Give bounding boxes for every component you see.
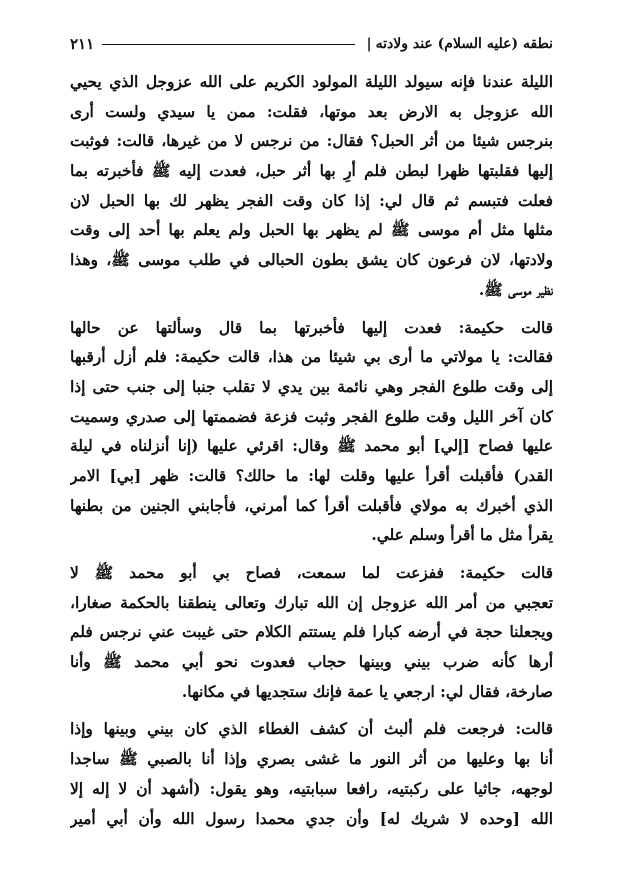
text-line: ويجعلنا حجة في أرضه كبارا فلم يستتم الكلام حتى غيبت عني نرجس فلم [70,623,553,642]
text-line: فقالت: يا مولاتي ما أرى بي شيئا من هذا، قالت حكيمة: فلم أزل أرقبها [70,348,553,367]
text-line: فعلت فتبسم ثم قال لي: إذا كان وقت الفجر يظهر لك بها الحبل لان [70,191,553,210]
text-line: إليها فقلبتها ظهرا لبطن فلم أرِ بها أثر حبل، فعدت إليه ﷺ فأخبرته بما [70,162,553,181]
text-line: القدر) فأقبلت أقرأ عليها وقلت لها: ما حالك؟ قالت: ظهر [بي] الامر [70,466,553,485]
paragraph [70,559,553,707]
text-line: كان آخر الليل وقت طلوع الفجر وثبت فزعة فضممتها إلى صدري وسميت [70,407,553,426]
text-line: الذي أخبرك به مولاي فأقبلت أقرأ كما أمرني، فأجابني الجنين من بطنها [70,496,553,515]
running-header [70,33,553,55]
header-rule [102,44,354,45]
text-line: صارخة، فقال لي: ارجعي يا عمة فإنك ستجديها في مكانها. [181,682,553,701]
text-line: مثلها مثل أم موسى ﷺ لم يظهر بها الحبل ولم يعلم بها أحد إلى وقت [70,221,553,240]
text-line: قالت حكيمة: ففزعت لما سمعت، فصاح بي أبو محمد ﷺ لا [70,564,553,582]
text-line: نظير موسى ﷺ. [478,280,553,299]
text-line: أرها كأنه ضرب بيني وبينها حجاب فعدوت نحو أبي محمد ﷺ وأنا [70,653,553,672]
text-line: تعجبي من أمر الله عزوجل إن الله تبارك وتعالى ينطقنا بالحكمة صغارا، [70,593,553,612]
text-line: بنرجس شيئا من أثر الحبل؟ فقال: من نرجس لا من غيرها، قالت: فوثبت [70,132,553,151]
text-line: أنا بها وعليها من أثر النور ما غشى بصري وإذا أنا بالصبي ﷺ ساجدا [70,750,553,769]
text-line: قالت حكيمة: فعدت إليها فأخبرتها بما قال وسألتها عن حالها [70,318,553,337]
chapter-title: نطقه (عليه السلام) عند ولادته [375,36,553,52]
paragraph [70,314,553,552]
paragraph [70,68,553,306]
text-line: قالت: فرجعت فلم ألبث أن كشف الغطاء الذي كان بيني وبينها وإذا [70,720,553,739]
text-line: لوجهه، جاثيا على ركبتيه، رافعا سبابتيه، وهو يقول: (أشهد أن لا إله إلا [70,779,553,798]
page-body [70,68,553,834]
text-line: يقرأ مثل ما أقرأ وسلم علي. [371,526,553,545]
text-line: إلى وقت طلوع الفجر وهي نائمة بين يدي لا تقلب جنبا إلى جنب حتى إذا [70,377,553,396]
text-line: عليها فصاح [إلي] أبو محمد ﷺ وقال: اقرئي عليها (إنا أنزلناه في ليلة [70,437,553,456]
header-separator: | [366,36,372,52]
paragraph [70,715,553,834]
text-line: الله [وحده لا شريك له] وأن جدي محمدا رسول الله وأن أبي أمير [70,809,553,828]
text-line: ولادتها، لان فرعون كان يشق بطون الحبالى في طلب موسى ﷺ، وهذا [70,251,553,270]
text-line: الله عزوجل به الارض بعد موتها، فقلت: ممن يا سيدي ولست أرى [70,102,553,121]
text-line: الليلة عندنا فإنه سيولد الليلة المولود الكريم على الله عزوجل الذي يحيي [70,73,553,91]
page-number: ٢١١ [70,35,95,53]
